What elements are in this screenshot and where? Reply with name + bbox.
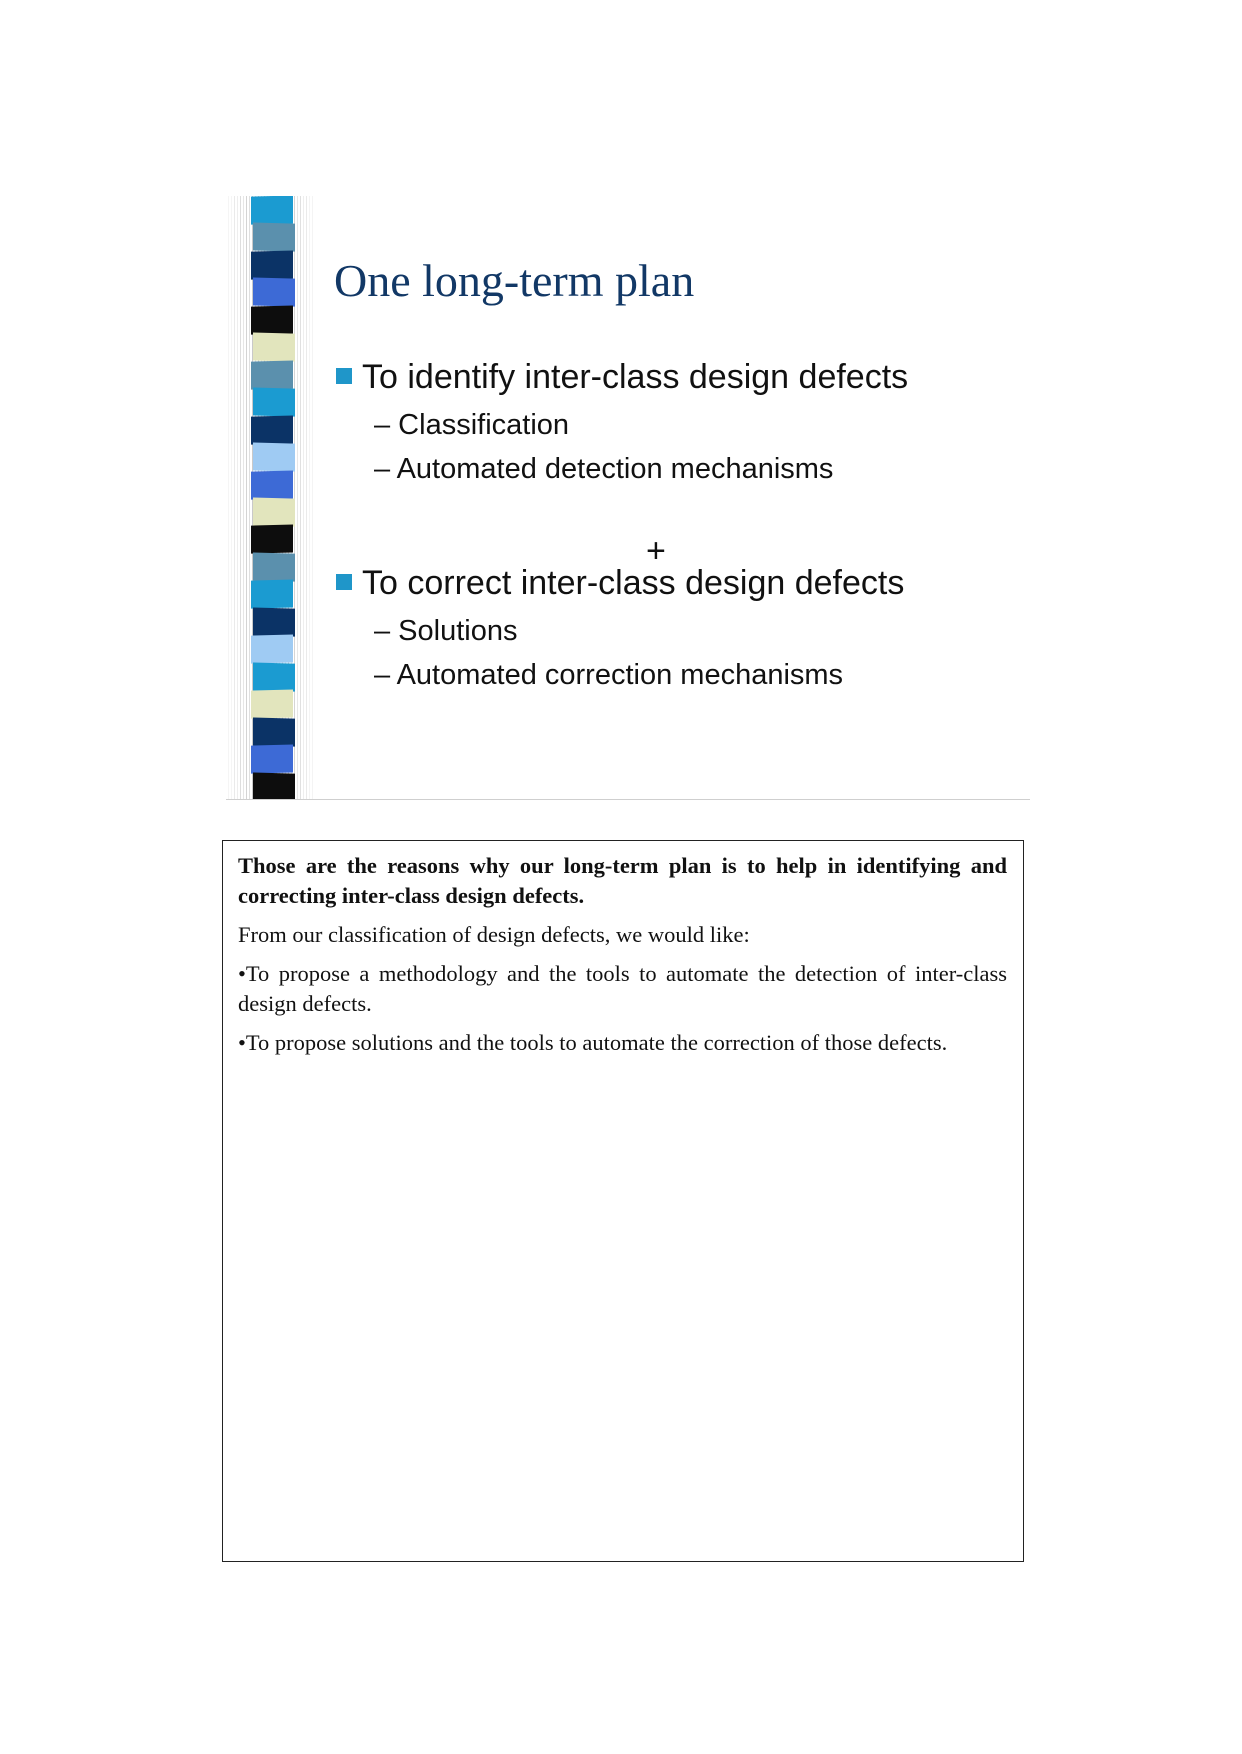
stripe-tile <box>251 635 293 665</box>
stripe-tile <box>253 662 295 692</box>
bullet-identify <box>336 360 908 394</box>
decorative-stripe-bar <box>226 196 314 800</box>
speaker-notes-box <box>222 840 1024 1562</box>
plus-sign: + <box>646 532 666 570</box>
stripe-tile <box>251 470 293 500</box>
stripe-tile <box>253 607 295 637</box>
bullet-identify-text: To identify inter-class design defects <box>362 358 909 396</box>
stripe-tile <box>253 278 295 308</box>
stripe-tile <box>253 772 295 800</box>
subitem-classification: – Classification <box>374 409 570 441</box>
stripe-tile <box>251 360 293 390</box>
stripe-tile <box>251 250 293 280</box>
stripe-tile <box>251 196 293 225</box>
bullet-correct <box>336 566 904 600</box>
slide-title: One long-term plan <box>334 255 695 306</box>
slide-bottom-rule <box>226 799 1030 800</box>
stripe-tile <box>253 552 295 582</box>
stripe-tile <box>253 443 295 473</box>
stripe-tile <box>253 333 295 363</box>
slide <box>226 196 1030 800</box>
notes-paragraph-2: From our classification of design defects, we would like: <box>238 922 750 947</box>
stripe-tile <box>251 525 293 555</box>
bullet-correct-text: To correct inter-class design defects <box>362 564 905 602</box>
stripe-tile <box>253 223 295 253</box>
notes-paragraph-3: •To propose a methodology and the tools to automate the detection of inter-class design defects. <box>238 961 1007 1016</box>
stripe-tile <box>251 745 293 775</box>
stripe-tiles <box>252 196 294 800</box>
notes-paragraph-4: •To propose solutions and the tools to automate the correction of those defects. <box>238 1030 948 1055</box>
stripe-tile <box>251 690 293 720</box>
square-bullet-icon <box>336 574 352 590</box>
subitem-automated-detection: – Automated detection mechanisms <box>374 453 834 485</box>
stripe-tile <box>253 388 295 418</box>
stripe-tile <box>251 415 293 445</box>
stripe-tile <box>253 497 295 527</box>
stripe-tile <box>251 305 293 335</box>
square-bullet-icon <box>336 368 352 384</box>
stripe-tile <box>251 580 293 610</box>
notes-paragraph-1: Those are the reasons why our long-term plan is to help in identifying and correcting inter-class design defects. <box>238 853 1007 908</box>
subitem-automated-correction: – Automated correction mechanisms <box>374 659 844 691</box>
subitem-solutions: – Solutions <box>374 615 518 647</box>
stripe-tile <box>253 717 295 747</box>
